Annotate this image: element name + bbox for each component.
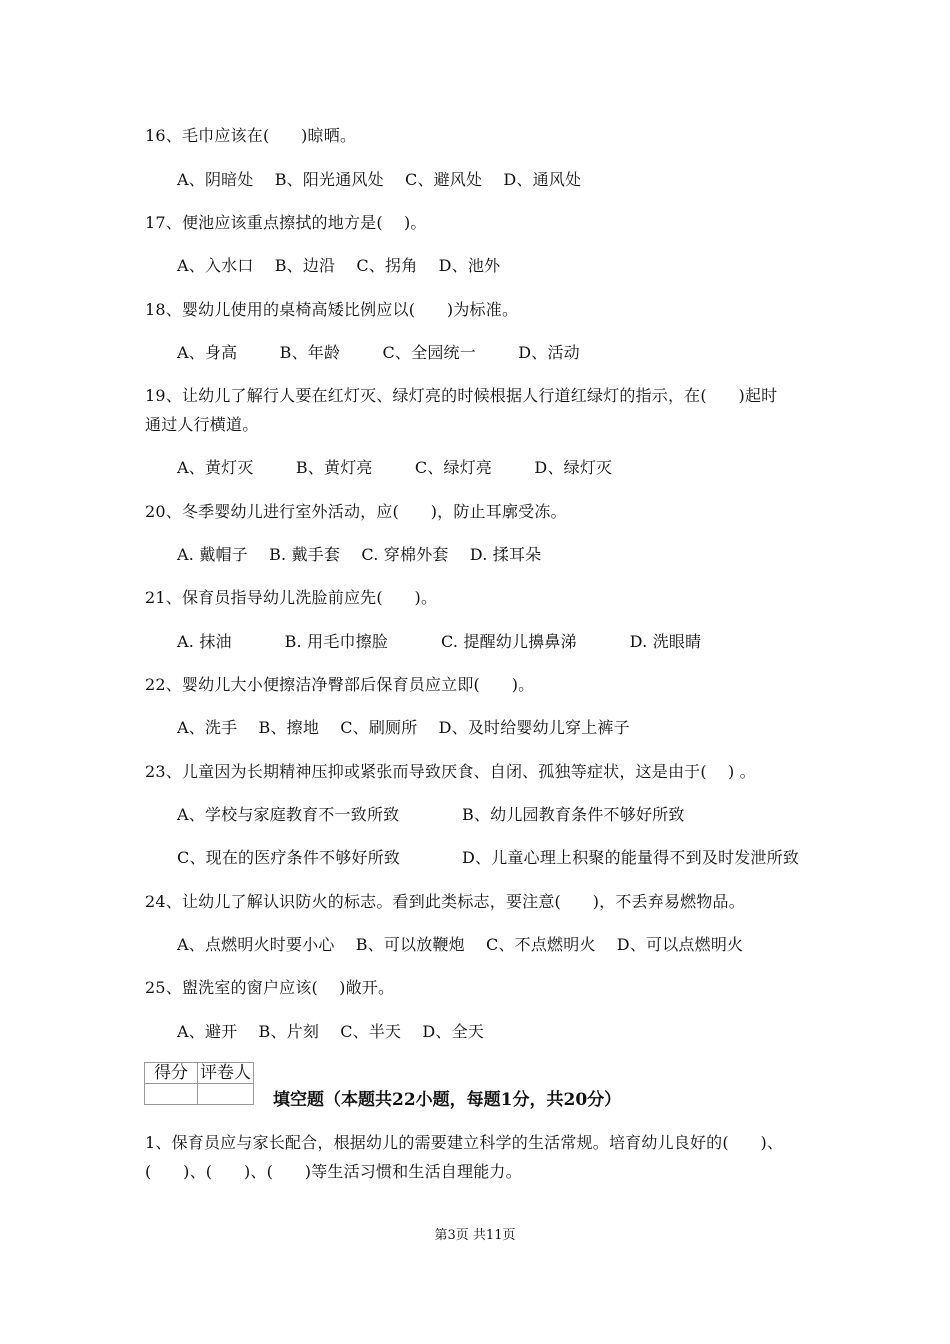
question-25: 25、盥洗室的窗户应该( )敞开。 xyxy=(145,978,395,997)
question-23-option-d: D、儿童心理上积聚的能量得不到及时发泄所致 xyxy=(462,848,800,867)
question-22-options: A、洗手 B、擦地 C、刷厕所 D、及时给婴幼儿穿上裤子 xyxy=(177,718,630,737)
score-box xyxy=(144,1062,254,1105)
question-23-option-b: B、幼儿园教育条件不够好所致 xyxy=(462,805,685,824)
question-21: 21、保育员指导幼儿洗脸前应先( )。 xyxy=(145,588,438,607)
question-24-options: A、点燃明火时要小心 B、可以放鞭炮 C、不点燃明火 D、可以点燃明火 xyxy=(177,935,744,954)
question-18: 18、婴幼儿使用的桌椅高矮比例应以( )为标准。 xyxy=(145,300,519,319)
fill-question-1: 1、保育员应与家长配合，根据幼儿的需要建立科学的生活常规。培育幼儿良好的( )、 xyxy=(145,1133,784,1152)
question-16-options: A、阴暗处 B、阳光通风处 C、避风处 D、通风处 xyxy=(177,170,582,189)
grader-label: 评卷人 xyxy=(198,1063,254,1084)
question-22: 22、婴幼儿大小便擦洁净臀部后保育员应立即( )。 xyxy=(145,675,535,694)
section-title: 填空题（本题共22小题，每题1分，共20分） xyxy=(273,1090,622,1110)
question-19-options: A、黄灯灭 B、黄灯亮 C、绿灯亮 D、绿灯灭 xyxy=(177,458,613,477)
question-25-options: A、避开 B、片刻 C、半天 D、全天 xyxy=(177,1022,485,1041)
question-23-option-c: C、现在的医疗条件不够好所致 xyxy=(177,848,401,867)
question-18-options: A、身高 B、年龄 C、全园统一 D、活动 xyxy=(177,343,580,362)
question-21-options: A. 抹油 B. 用毛巾擦脸 C. 提醒幼儿擤鼻涕 D. 洗眼睛 xyxy=(177,632,702,651)
question-20: 20、冬季婴幼儿进行室外活动，应( )，防止耳廓受冻。 xyxy=(145,502,567,521)
question-19: 19、让幼儿了解行人要在红灯灭、绿灯亮的时候根据人行道红绿灯的指示，在( )起时 xyxy=(145,386,778,405)
question-17-options: A、入水口 B、边沿 C、拐角 D、池外 xyxy=(177,256,501,275)
page-footer: 第3页 共11页 xyxy=(434,1228,516,1243)
fill-question-1-continued: ( )、( )、( )等生活习惯和生活自理能力。 xyxy=(145,1162,522,1181)
question-20-options: A. 戴帽子 B. 戴手套 C. 穿棉外套 D. 揉耳朵 xyxy=(177,545,542,564)
score-cell xyxy=(145,1084,198,1105)
question-23-option-a: A、学校与家庭教育不一致所致 xyxy=(177,805,400,824)
score-label: 得分 xyxy=(145,1063,198,1084)
question-17: 17、便池应该重点擦拭的地方是( )。 xyxy=(145,213,427,232)
question-23: 23、儿童因为长期精神压抑或紧张而导致厌食、自闭、孤独等症状，这是由于( ) 。 xyxy=(145,762,756,781)
question-19-continued: 通过人行横道。 xyxy=(145,415,259,434)
question-16: 16、毛巾应该在( )晾晒。 xyxy=(145,126,357,145)
grader-cell xyxy=(198,1084,254,1105)
question-24: 24、让幼儿了解认识防火的标志。看到此类标志，要注意( )，不丢弃易燃物品。 xyxy=(145,892,745,911)
